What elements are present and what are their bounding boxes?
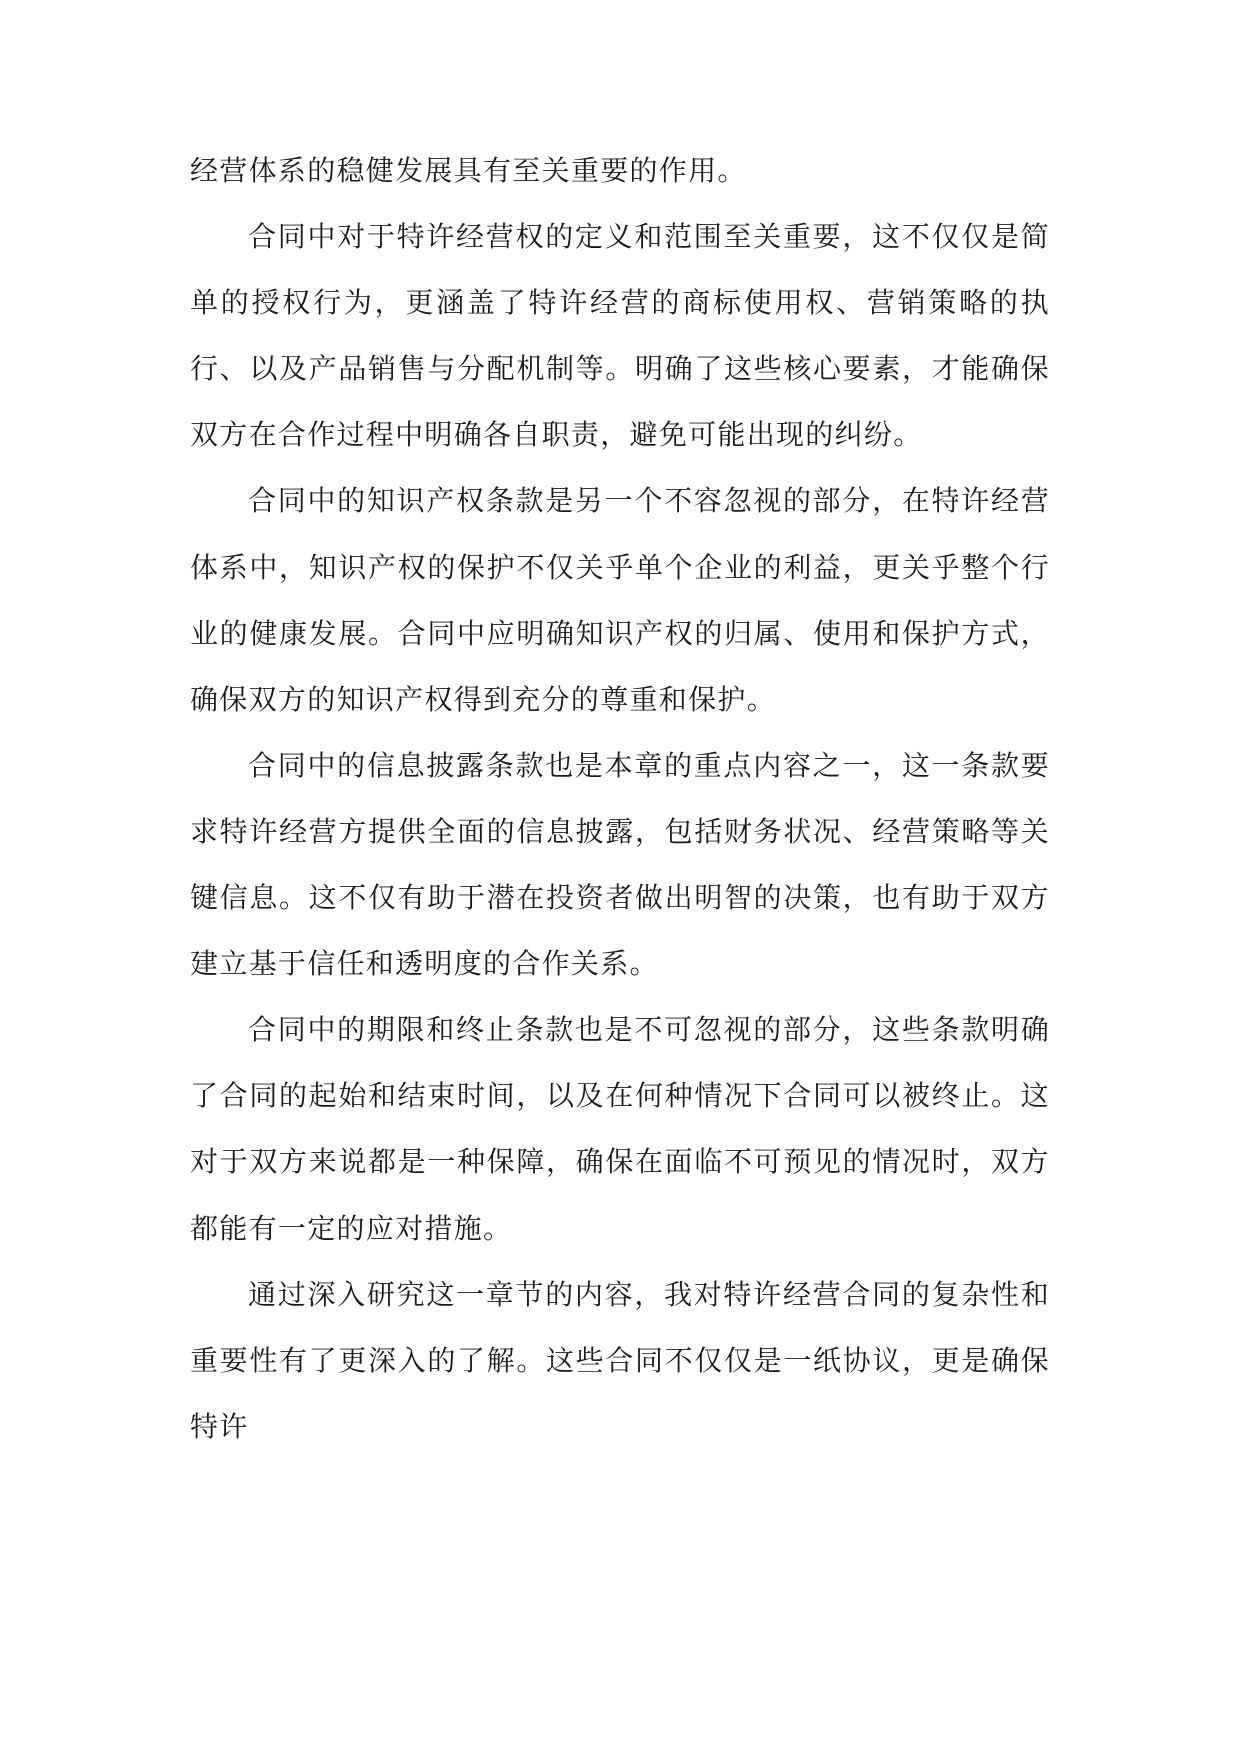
paragraph-3: 合同中的知识产权条款是另一个不容忽视的部分，在特许经营体系中，知识产权的保护不仅关乎单个企业的利益，更关乎整个行业的健康发展。合同中应明确知识产权的归属、使用和保护方式，确保双方的知识产权得到充分的尊重和保护。 bbox=[190, 484, 1050, 716]
paragraph-1: 经营体系的稳健发展具有至关重要的作用。 bbox=[190, 154, 747, 187]
paragraph-2: 合同中对于特许经营权的定义和范围至关重要，这不仅仅是简单的授权行为，更涵盖了特许经营的商标使用权、营销策略的执行、以及产品销售与分配机制等。明确了这些核心要素，才能确保双方在合作过程中明确各自职责，避免可能出现的纠纷。 bbox=[190, 220, 1050, 452]
paragraph-6: 通过深入研究这一章节的内容，我对特许经营合同的复杂性和重要性有了更深入的了解。这些合同不仅仅是一纸协议，更是确保特许 bbox=[190, 1277, 1050, 1443]
paragraph-5: 合同中的期限和终止条款也是不可忽视的部分，这些条款明确了合同的起始和结束时间，以及在何种情况下合同可以被终止。这对于双方来说都是一种保障，确保在面临不可预见的情况时，双方都能有一定的应对措施。 bbox=[190, 1013, 1050, 1245]
document-body bbox=[190, 138, 1050, 1460]
paragraph-4: 合同中的信息披露条款也是本章的重点内容之一，这一条款要求特许经营方提供全面的信息披露，包括财务状况、经营策略等关键信息。这不仅有助于潜在投资者做出明智的决策，也有助于双方建立基于信任和透明度的合作关系。 bbox=[190, 748, 1050, 981]
